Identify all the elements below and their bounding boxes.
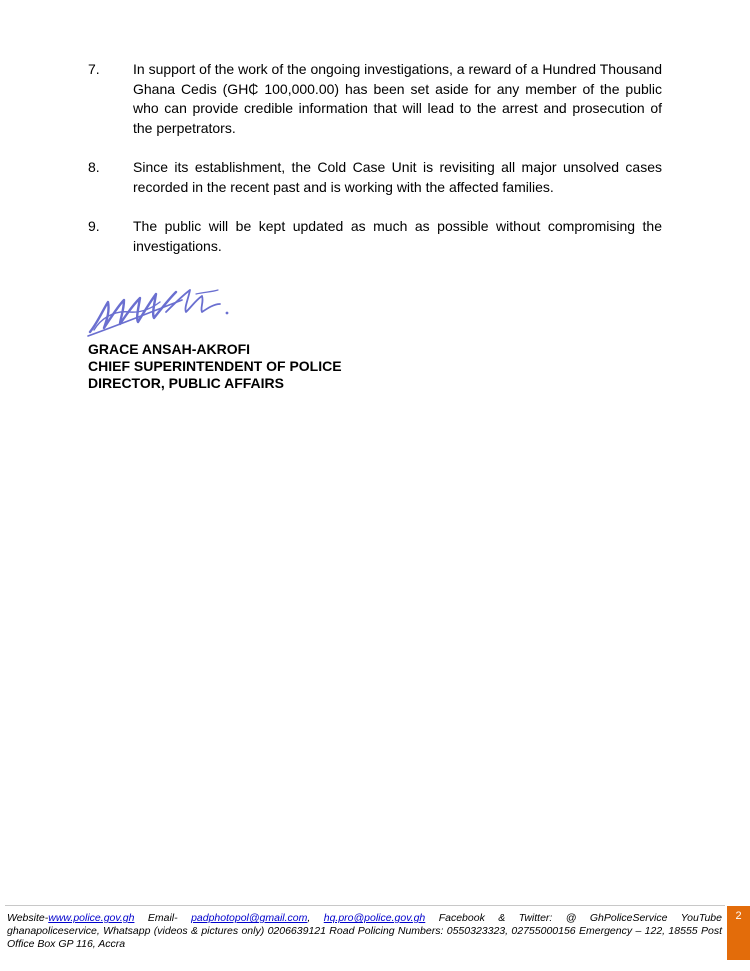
email-link-hq-pro[interactable]: hq.pro@police.gov.gh	[323, 912, 426, 924]
paragraph-8	[88, 158, 662, 197]
page-number-badge: 2	[727, 906, 750, 960]
paragraph-text: In support of the work of the ongoing investigations, a reward of a Hundred Thousand Ghana Cedis (GH₵ 100,000.00) has been set aside for any member of the public who can provide credible information that will lead to the arrest and prosecution of the perpetrators.	[133, 61, 662, 136]
website-label: Website-	[7, 912, 49, 924]
signatory-name: GRACE ANSAH-AKROFI	[88, 341, 251, 357]
email-separator: ,	[307, 912, 324, 924]
paragraph-9	[88, 217, 662, 256]
email-link-padphotopol[interactable]: padphotopol@gmail.com	[191, 912, 308, 924]
signatory-title: DIRECTOR, PUBLIC AFFAIRS	[88, 375, 285, 391]
email-label: Email-	[134, 912, 192, 924]
signature-block	[88, 341, 342, 392]
paragraph-7	[88, 60, 662, 138]
press-release-body	[88, 60, 662, 276]
paragraph-text: The public will be kept updated as much as possible without compromising the investigations.	[133, 218, 662, 254]
paragraph-number: 9.	[88, 218, 100, 234]
footer-divider	[5, 905, 725, 906]
footer-contact-details: Facebook & Twitter: @ GhPoliceService YouTube ghanapoliceservice, Whatsapp (videos & pictures only) 0206639121 Road Policing Numbers: 0550323323, 02755000156 Emergency – 122, 18555 Post Office Box GP 116, Accra	[7, 912, 722, 950]
paragraph-text: Since its establishment, the Cold Case Unit is revisiting all major unsolved cases recorded in the recent past and is working with the affected families.	[133, 159, 662, 195]
paragraph-number: 7.	[88, 61, 100, 77]
handwritten-signature	[86, 282, 236, 340]
website-link[interactable]: www.police.gov.gh	[48, 912, 135, 924]
footer-contact-info	[7, 912, 722, 951]
paragraph-number: 8.	[88, 159, 100, 175]
signatory-rank: CHIEF SUPERINTENDENT OF POLICE	[88, 358, 342, 374]
